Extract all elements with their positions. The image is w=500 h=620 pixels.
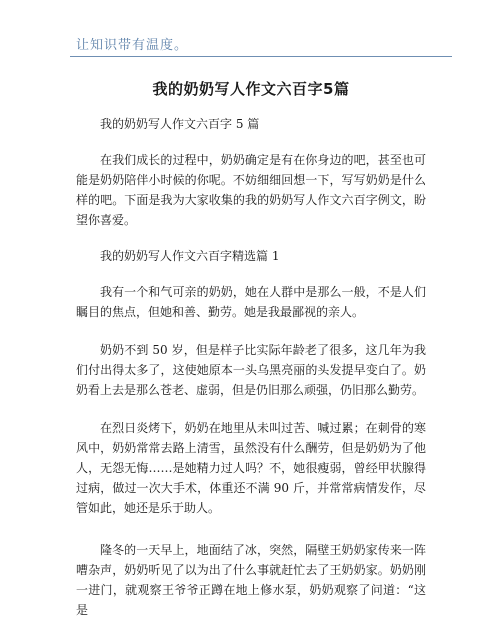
body-paragraph-4: 隆冬的一天早上，地面结了冰，突然，隔壁王奶奶家传来一阵嘈杂声，奶奶听见了以为出了什么事就赶忙去了王奶奶家。奶奶刚一进门，就观察王爷爷正蹲在地上修水泵，奶奶观察了问道：“这是 [76,543,426,617]
body-paragraph-1: 我有一个和气可亲的奶奶，她在人群中是那么一般，不是人们瞩目的焦点，但她和善、勤劳。她是我最鄙视的亲人。 [76,285,426,319]
intro-paragraph: 在我们成长的过程中，奶奶确定是有在你身边的吧，甚至也可能是奶奶陪伴小时候的你呢。不妨细细回想一下，写写奶奶是什么样的吧。下面是我为大家收集的我的奶奶写人作文六百字例文，盼望你喜爱。 [76,153,426,227]
header-tagline: 让知识带有温度。 [76,38,189,53]
body-paragraph-3: 在烈日炎烤下，奶奶在地里从未叫过苦、喊过累；在刺骨的寒风中，奶奶常常去路上清雪，虽然没有什么酬劳，但是奶奶为了他人，无怨无悔……是她精力过人吗？不，她很瘦弱，曾经甲状腺得过病，做过一次大手术，体重还不满 90 斤，并常常病情发作，尽管如此，她还是乐于助人。 [76,421,426,515]
document-subtitle: 我的奶奶写人作文六百字 5 篇 [100,117,260,131]
page-header [0,0,500,62]
section-heading: 我的奶奶写人作文六百字精选篇 1 [100,249,280,263]
document-title: 我的奶奶写人作文六百字5篇 [152,80,350,98]
body-paragraph-2: 奶奶不到 50 岁，但是样子比实际年龄老了很多，这几年为我们付出得太多了，这使她原本一头乌黑亮丽的头发提早变白了。奶奶看上去是那么苍老、虚弱，但是仍旧那么顽强，仍旧那么勤劳。 [76,343,426,397]
document-body [76,64,426,620]
header-divider [70,56,452,57]
